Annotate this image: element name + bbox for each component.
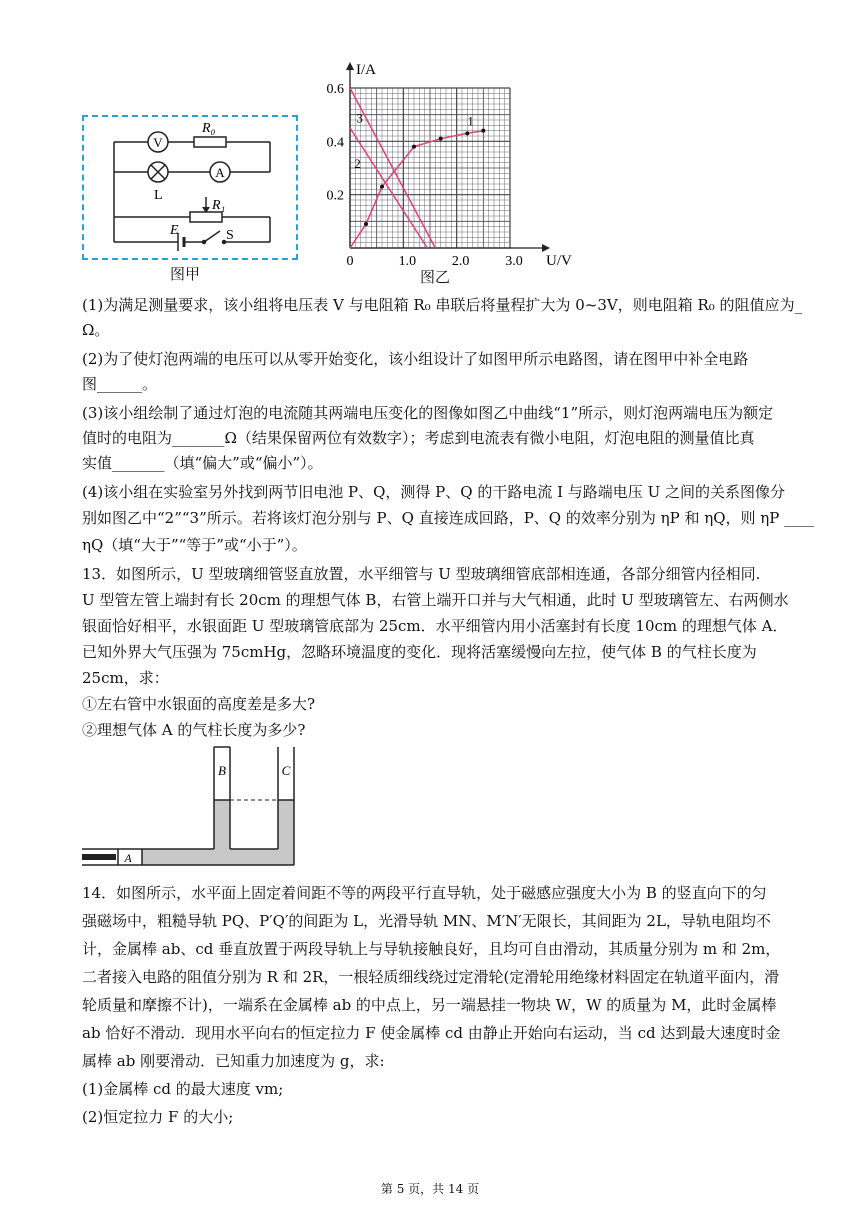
u-tube-figure <box>82 745 302 877</box>
x-tick-label: 0 <box>346 254 354 269</box>
p14-line-4: 二者接入电路的阻值分别为 R 和 2R，一根轻质细线绕过定滑轮(定滑轮用绝缘材料固定在轨道平面内，滑 <box>82 968 780 986</box>
q4-line-3: ηQ（填“大于”“等于”或“小于”）。 <box>82 536 307 554</box>
voltmeter-label: V <box>153 135 163 150</box>
chart-labels <box>327 62 573 269</box>
y-axis-label: I/A <box>356 62 376 78</box>
p14-line-2: 强磁场中，粗糙导轨 PQ、P′Q′的间距为 L，光滑导轨 MN、M′N′无限长，其间距为 2L，导轨电阻均不 <box>82 912 771 930</box>
y-tick-label: 0.2 <box>326 188 344 204</box>
y-tick-label: 0.6 <box>326 82 344 97</box>
x-tick-label: 3.0 <box>505 254 523 269</box>
gas-b-label: B <box>218 763 226 778</box>
q3-line-1: (3)该小组绘制了通过灯泡的电流随其两端电压变化的图像如图乙中曲线“1”所示，则灯泡两端电压为额定 <box>82 404 774 422</box>
figure-jia-caption: 图甲 <box>170 265 201 283</box>
series-1-point <box>380 185 384 189</box>
switch-label: S <box>226 228 234 243</box>
circuit-diagram <box>84 117 296 258</box>
series-1-point <box>412 145 416 149</box>
series-3-label: 3 <box>356 110 363 126</box>
p14-line-6: ab 恰好不滑动．现用水平向右的恒定拉力 F 使金属棒 cd 由静止开始向右运动，当 cd 达到最大速度时金 <box>82 1024 781 1042</box>
p14-question-2: (2)恒定拉力 F 的大小; <box>82 1108 234 1126</box>
series-1-point <box>465 131 469 135</box>
p13-question-1: ①左右管中水银面的高度差是多大? <box>82 695 316 713</box>
figure-jia <box>82 115 298 260</box>
r0-label: R₀ <box>202 121 216 136</box>
r1-label: R₁ <box>212 198 226 213</box>
series-1-point <box>481 129 485 133</box>
y-axis-arrow <box>346 62 354 70</box>
q1-line-2: Ω。 <box>82 321 110 339</box>
mercury <box>142 800 294 865</box>
figure-yi-caption: 图乙 <box>420 268 451 286</box>
series-1-label: 1 <box>467 113 474 129</box>
lamp-label: L <box>154 188 163 203</box>
y-tick-label: 0.4 <box>326 135 344 151</box>
p13-line-4: 已知外界大气压强为 75cmHg，忽略环境温度的变化．现将活塞缓慢向左拉，使气体 B 的气柱长度为 <box>82 643 757 661</box>
p13-line-2: U 型管左管上端封有长 20cm 的理想气体 B，右管上端开口并与大气相通，此时 U 型玻璃管左、右两侧水 <box>82 591 789 609</box>
tube-c-label: C <box>281 763 291 778</box>
x-axis-arrow <box>542 244 550 252</box>
q1-line-1: (1)为满足测量要求，该小组将电压表 V 与电阻箱 R₀ 串联后将量程扩大为 0~3V，则电阻箱 R₀ 的阻值应为_ <box>82 296 803 314</box>
q4-line-2: 别如图乙中“2”“3”所示。若将该灯泡分别与 P、Q 直接连成回路，P、Q 的效率分别为 ηP 和 ηQ，则 ηP ____ <box>82 509 815 527</box>
page-footer: 第 5 页，共 14 页 <box>380 1182 480 1196</box>
x-axis-label: U/V <box>546 253 572 269</box>
series-1-point <box>439 137 443 141</box>
p13-line-3: 银面恰好相平，水银面距 U 型玻璃管底部为 25cm．水平细管内用小活塞封有长度 10cm 的理想气体 A． <box>82 617 788 635</box>
series-2-label: 2 <box>354 156 361 171</box>
battery-label: E <box>170 223 179 238</box>
x-tick-label: 1.0 <box>398 254 417 269</box>
figure-yi-chart <box>318 62 572 278</box>
p14-line-1: 14．如图所示，水平面上固定着间距不等的两段平行直导轨，处于磁感应强度大小为 B 的竖直向下的匀 <box>82 884 767 902</box>
q3-line-3: 实值_______（填“偏大”或“偏小”）。 <box>82 454 323 472</box>
q2-line-1: (2)为了使灯泡两端的电压可以从零开始变化，该小组设计了如图甲所示电路图，请在图甲中补全电路 <box>82 350 749 368</box>
ammeter-label: A <box>215 165 225 180</box>
p14-line-5: 轮质量和摩擦不计)，一端系在金属棒 ab 的中点上，另一端悬挂一物块 W，W 的质量为 M，此时金属棒 <box>82 996 777 1014</box>
p13-question-2: ②理想气体 A 的气柱长度为多少? <box>82 721 306 739</box>
piston-rod <box>82 854 116 860</box>
p13-line-5: 25cm，求： <box>82 669 169 687</box>
q4-line-1: (4)该小组在实验室另外找到两节旧电池 P、Q，测得 P、Q 的干路电流 I 与路端电压 U 之间的关系图像分 <box>82 483 785 501</box>
q3-line-2: 值时的电阻为_______Ω（结果保留两位有效数字）；考虑到电流表有微小电阻，灯泡电阻的测量值比真 <box>82 429 755 447</box>
p14-question-1: (1)金属棒 cd 的最大速度 vm; <box>82 1080 284 1098</box>
gas-a-label: A <box>124 851 132 865</box>
series-1-point <box>364 222 368 226</box>
p13-line-1: 13．如图所示，U 型玻璃细管竖直放置，水平细管与 U 型玻璃细管底部相连通，各部分细管内径相同. <box>82 565 761 583</box>
q2-line-2: 图______。 <box>82 375 158 393</box>
p14-line-3: 计，金属棒 ab、cd 垂直放置于两段导轨上与导轨接触良好，且均可自由滑动，其质量分别为 m 和 2m， <box>82 940 781 958</box>
chart-grid <box>350 88 510 248</box>
p14-line-7: 属棒 ab 刚要滑动．已知重力加速度为 g，求: <box>82 1052 385 1070</box>
x-tick-label: 2.0 <box>451 254 470 269</box>
